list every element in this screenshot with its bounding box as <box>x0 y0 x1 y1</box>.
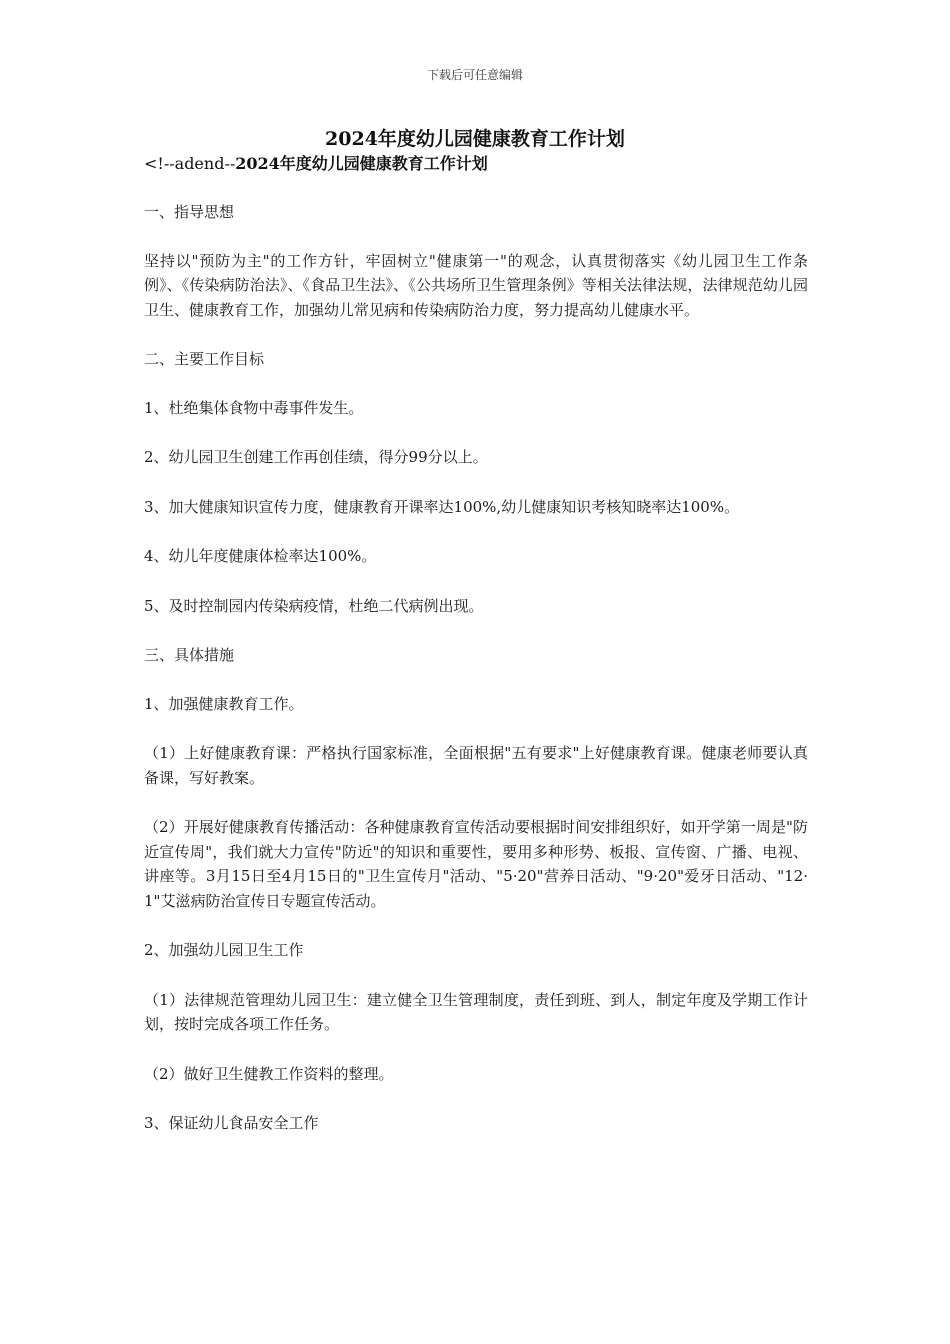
section-heading-measures: 三、具体措施 <box>144 646 235 664</box>
measure-item-2: 2、加强幼儿园卫生工作 <box>144 941 304 959</box>
measure-item-1-sub-1: （1）上好健康教育课：严格执行国家标准，全面根据"五有要求"上好健康教育课。健康老师要认真备课，写好教案。 <box>144 744 808 787</box>
goal-item-1: 1、杜绝集体食物中毒事件发生。 <box>144 398 364 417</box>
goal-item-3: 3、加大健康知识宣传力度，健康教育开课率达100%,幼儿健康知识考核知晓率达100%。 <box>144 497 740 516</box>
measure-item-2-sub-2: （2）做好卫生健教工作资料的整理。 <box>144 1064 394 1083</box>
document-body <box>144 200 808 1161</box>
measure-item-1: 1、加强健康教育工作。 <box>144 694 304 713</box>
measure-item-3: 3、保证幼儿食品安全工作 <box>144 1114 319 1132</box>
goal-item-2: 2、幼儿园卫生创建工作再创佳绩，得分99分以上。 <box>144 448 488 466</box>
document-subtitle <box>144 151 488 174</box>
subtitle-prefix: <!--adend-- <box>144 154 236 173</box>
goal-item-4: 4、幼儿年度健康体检率达100%。 <box>144 547 377 565</box>
measure-item-2-sub-1: （1）法律规范管理幼儿园卫生：建立健全卫生管理制度，责任到班、到人，制定年度及学期工作计划，按时完成各项工作任务。 <box>144 990 808 1033</box>
header-note: 下载后可任意编辑 <box>426 68 523 82</box>
measure-item-1-sub-2: （2）开展好健康教育传播活动：各种健康教育宣传活动要根据时间安排组织好，如开学第一周是"防近宣传周"，我们就大力宣传"防近"的知识和重要性，要用多种形势、板报、宣传窗、广播、电视、讲座等。3月15日至4月15日的"卫生宣传月"活动、"5·20"营养日活动、"9·20"爱牙日活动、"12·1"艾滋病防治宣传日专题宣传活动。 <box>144 818 808 910</box>
paragraph-guiding-idea: 坚持以"预防为主"的工作方针，牢固树立"健康第一"的观念，认真贯彻落实《幼儿园卫生工作条例》、《传染病防治法》、《食品卫生法》、《公共场所卫生管理条例》等相关法律法规，法律规范幼儿园卫生、健康教育工作，加强幼儿常见病和传染病防治力度，努力提高幼儿健康水平。 <box>144 251 808 319</box>
goal-item-5: 5、及时控制园内传染病疫情，杜绝二代病例出现。 <box>144 596 484 615</box>
document-title: 2024年度幼儿园健康教育工作计划 <box>325 128 625 150</box>
subtitle-text: 2024年度幼儿园健康教育工作计划 <box>235 154 488 173</box>
section-heading-main-goals: 二、主要工作目标 <box>144 350 265 368</box>
section-heading-guiding-idea: 一、指导思想 <box>144 203 235 221</box>
